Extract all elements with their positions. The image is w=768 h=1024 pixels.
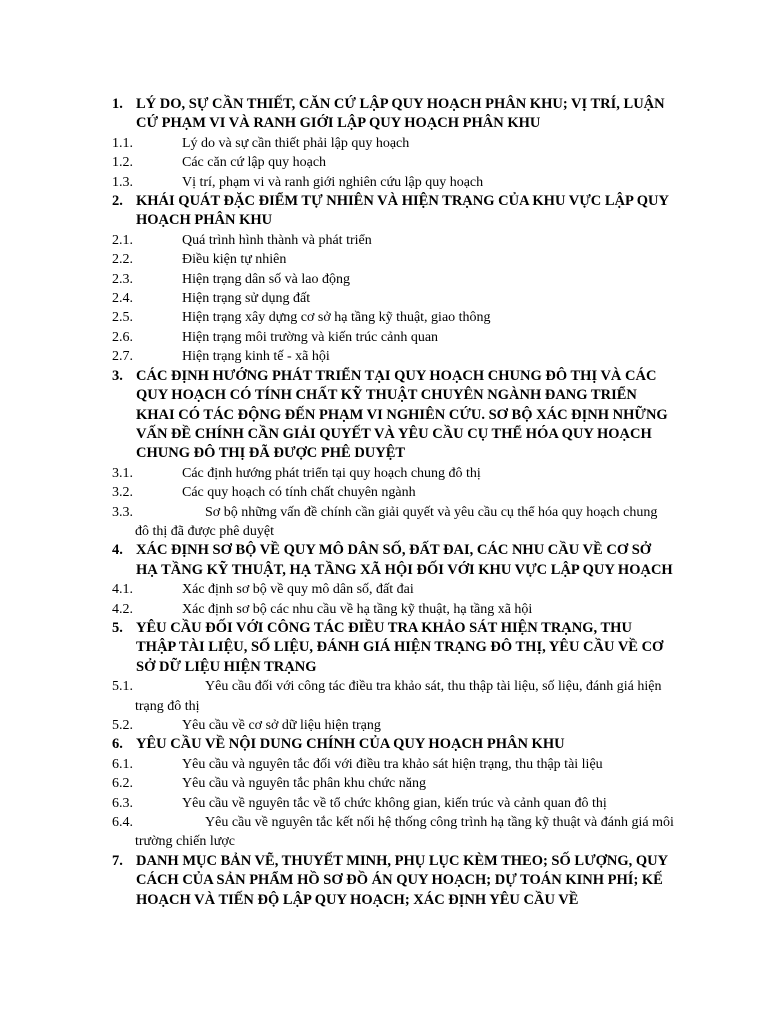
section-title: DANH MỤC BẢN VẼ, THUYẾT MINH, PHỤ LỤC KÈM THEO; SỐ LƯỢNG, QUY CÁCH CỦA SẢN PHẨM HỒ SƠ ĐỒ ÁN QUY HOẠCH; DỰ TOÁN KINH PHÍ; KẾ HOẠCH VÀ TIẾN ĐỘ LẬP QUY HOẠCH; XÁC ĐỊNH YÊU CẦU VỀ bbox=[136, 852, 668, 908]
section-number: 1. bbox=[112, 96, 123, 112]
subsection-text: Yêu cầu và nguyên tắc đối với điều tra khảo sát hiện trạng, thu thập tài liệu bbox=[182, 756, 603, 772]
subsection-number: 6.1. bbox=[112, 756, 133, 772]
subsection-text: Yêu cầu về cơ sở dữ liệu hiện trạng bbox=[182, 718, 381, 733]
subsection-item bbox=[112, 134, 674, 153]
subsection-number: 5.1. bbox=[112, 679, 133, 695]
subsection-item bbox=[112, 328, 674, 347]
section-heading bbox=[112, 735, 674, 754]
subsection-number: 6.4. bbox=[112, 815, 133, 831]
subsection-text: Hiện trạng môi trường và kiến trúc cảnh quan bbox=[182, 329, 439, 345]
subsection-number: 1.2. bbox=[112, 155, 133, 171]
subsection-text: Yêu cầu và nguyên tắc phân khu chức năng bbox=[182, 776, 426, 792]
table-of-contents bbox=[112, 95, 674, 910]
subsection-text: Xác định sơ bộ về quy mô dân số, đất đai bbox=[182, 582, 414, 598]
subsection-text: Các định hướng phát triển tại quy hoạch chung đô thị bbox=[182, 465, 481, 481]
section-title: XÁC ĐỊNH SƠ BỘ VỀ QUY MÔ DÂN SỐ, ĐẤT ĐAI, CÁC NHU CẦU VỀ CƠ SỞ HẠ TẦNG KỸ THUẬT, HẠ TẦNG XÃ HỘI ĐỐI VỚI KHU VỰC LẬP QUY HOẠCH bbox=[136, 542, 673, 578]
subsection-number: 6.3. bbox=[112, 795, 133, 811]
subsection-number: 2.1. bbox=[112, 232, 133, 248]
subsection-number: 1.1. bbox=[112, 135, 133, 151]
section-number: 4. bbox=[112, 542, 123, 559]
subsection-item bbox=[112, 794, 674, 813]
subsection-text: Yêu cầu về nguyên tắc kết nối hệ thống công trình hạ tầng kỹ thuật và đánh giá môi trường chiến lược bbox=[135, 815, 674, 850]
subsection-item bbox=[112, 173, 674, 192]
subsection-number: 3.1. bbox=[112, 465, 133, 481]
subsection-number: 2.5. bbox=[112, 310, 133, 326]
subsection-text: Lý do và sự cần thiết phải lập quy hoạch bbox=[182, 135, 410, 151]
subsection-item bbox=[112, 716, 674, 735]
section-number: 2. bbox=[112, 193, 123, 210]
section-heading bbox=[112, 852, 674, 910]
subsection-number: 2.6. bbox=[112, 329, 133, 345]
section-number: 5. bbox=[112, 619, 123, 636]
subsection-text: Hiện trạng sử dụng đất bbox=[182, 291, 311, 307]
subsection-number: 2.3. bbox=[112, 271, 133, 287]
section-title: KHÁI QUÁT ĐẶC ĐIỂM TỰ NHIÊN VÀ HIỆN TRẠNG CỦA KHU VỰC LẬP QUY HOẠCH PHÂN KHU bbox=[136, 193, 669, 229]
section-heading bbox=[112, 367, 674, 464]
section-heading bbox=[112, 619, 674, 677]
subsection-text: Các căn cứ lập quy hoạch bbox=[182, 155, 327, 171]
subsection-text: Yêu cầu đối với công tác điều tra khảo sát, thu thập tài liệu, số liệu, đánh giá hiện trạng đô thị bbox=[135, 679, 662, 714]
subsection-item bbox=[112, 580, 674, 599]
section-title: YÊU CẦU ĐỐI VỚI CÔNG TÁC ĐIỀU TRA KHẢO SÁT HIỆN TRẠNG, THU THẬP TÀI LIỆU, SỐ LIỆU, ĐÁNH GIÁ HIỆN TRẠNG ĐÔ THỊ, YÊU CẦU VỀ CƠ SỞ DỮ LIỆU HIỆN TRẠNG bbox=[136, 619, 664, 675]
subsection-text: Hiện trạng kinh tế - xã hội bbox=[182, 349, 330, 365]
subsection-item bbox=[112, 755, 674, 774]
subsection-item bbox=[112, 774, 674, 793]
subsection-text: Xác định sơ bộ các nhu cầu về hạ tầng kỹ thuật, hạ tầng xã hội bbox=[182, 601, 533, 617]
subsection-text: Sơ bộ những vấn đề chính cần giải quyết và yêu cầu cụ thể hóa quy hoạch chung đô thị đã được phê duyệt bbox=[135, 504, 658, 539]
subsection-number: 3.2. bbox=[112, 485, 133, 501]
subsection-text: Hiện trạng dân số và lao động bbox=[182, 271, 350, 287]
subsection-number: 5.2. bbox=[112, 718, 133, 733]
subsection-number: 3.3. bbox=[112, 504, 133, 520]
section-title: LÝ DO, SỰ CẦN THIẾT, CĂN CỨ LẬP QUY HOẠCH PHÂN KHU; VỊ TRÍ, LUẬN CỨ PHẠM VI VÀ RANH GIỚI LẬP QUY HOẠCH PHÂN KHU bbox=[136, 96, 665, 132]
subsection-text: Các quy hoạch có tính chất chuyên ngành bbox=[182, 485, 416, 501]
section-heading bbox=[112, 95, 674, 134]
section-title: YÊU CẦU VỀ NỘI DUNG CHÍNH CỦA QUY HOẠCH PHÂN KHU bbox=[136, 736, 565, 753]
subsection-item bbox=[112, 483, 674, 502]
subsection-item bbox=[112, 231, 674, 250]
subsection-number: 6.2. bbox=[112, 776, 133, 792]
subsection-item bbox=[112, 464, 674, 483]
subsection-text: Quá trình hình thành và phát triển bbox=[182, 232, 372, 248]
subsection-item bbox=[112, 289, 674, 308]
subsection-number: 2.4. bbox=[112, 291, 133, 307]
subsection-item bbox=[112, 677, 674, 716]
subsection-number: 4.1. bbox=[112, 582, 133, 598]
subsection-item bbox=[112, 813, 674, 852]
subsection-item bbox=[112, 347, 674, 366]
subsection-item bbox=[112, 250, 674, 269]
subsection-item bbox=[112, 308, 674, 327]
subsection-text: Yêu cầu về nguyên tắc về tổ chức không gian, kiến trúc và cảnh quan đô thị bbox=[182, 795, 607, 811]
subsection-item bbox=[112, 270, 674, 289]
subsection-item bbox=[112, 153, 674, 172]
subsection-item bbox=[112, 503, 674, 542]
subsection-text: Điều kiện tự nhiên bbox=[182, 252, 287, 268]
subsection-text: Hiện trạng xây dựng cơ sở hạ tầng kỹ thuật, giao thông bbox=[182, 310, 491, 326]
section-title: CÁC ĐỊNH HƯỚNG PHÁT TRIỂN TẠI QUY HOẠCH CHUNG ĐÔ THỊ VÀ CÁC QUY HOẠCH CÓ TÍNH CHẤT KỸ THUẬT CHUYÊN NGÀNH ĐANG TRIỂN KHAI CÓ TÁC ĐỘNG ĐẾN PHẠM VI NGHIÊN CỨU. SƠ BỘ XÁC ĐỊNH NHỮNG VẤN ĐỀ CHÍNH CẦN GIẢI QUYẾT VÀ YÊU CẦU CỤ THỂ HÓA QUY HOẠCH CHUNG ĐÔ THỊ ĐÃ ĐƯỢC PHÊ DUYỆT bbox=[136, 367, 668, 462]
section-heading bbox=[112, 192, 674, 231]
subsection-number: 4.2. bbox=[112, 601, 133, 617]
subsection-number: 1.3. bbox=[112, 174, 133, 190]
subsection-number: 2.2. bbox=[112, 252, 133, 268]
section-number: 3. bbox=[112, 367, 123, 384]
section-number: 7. bbox=[112, 852, 123, 869]
section-number: 6. bbox=[112, 736, 123, 753]
subsection-number: 2.7. bbox=[112, 349, 133, 365]
subsection-text: Vị trí, phạm vi và ranh giới nghiên cứu lập quy hoạch bbox=[182, 174, 484, 190]
subsection-item bbox=[112, 600, 674, 619]
section-heading bbox=[112, 541, 674, 580]
